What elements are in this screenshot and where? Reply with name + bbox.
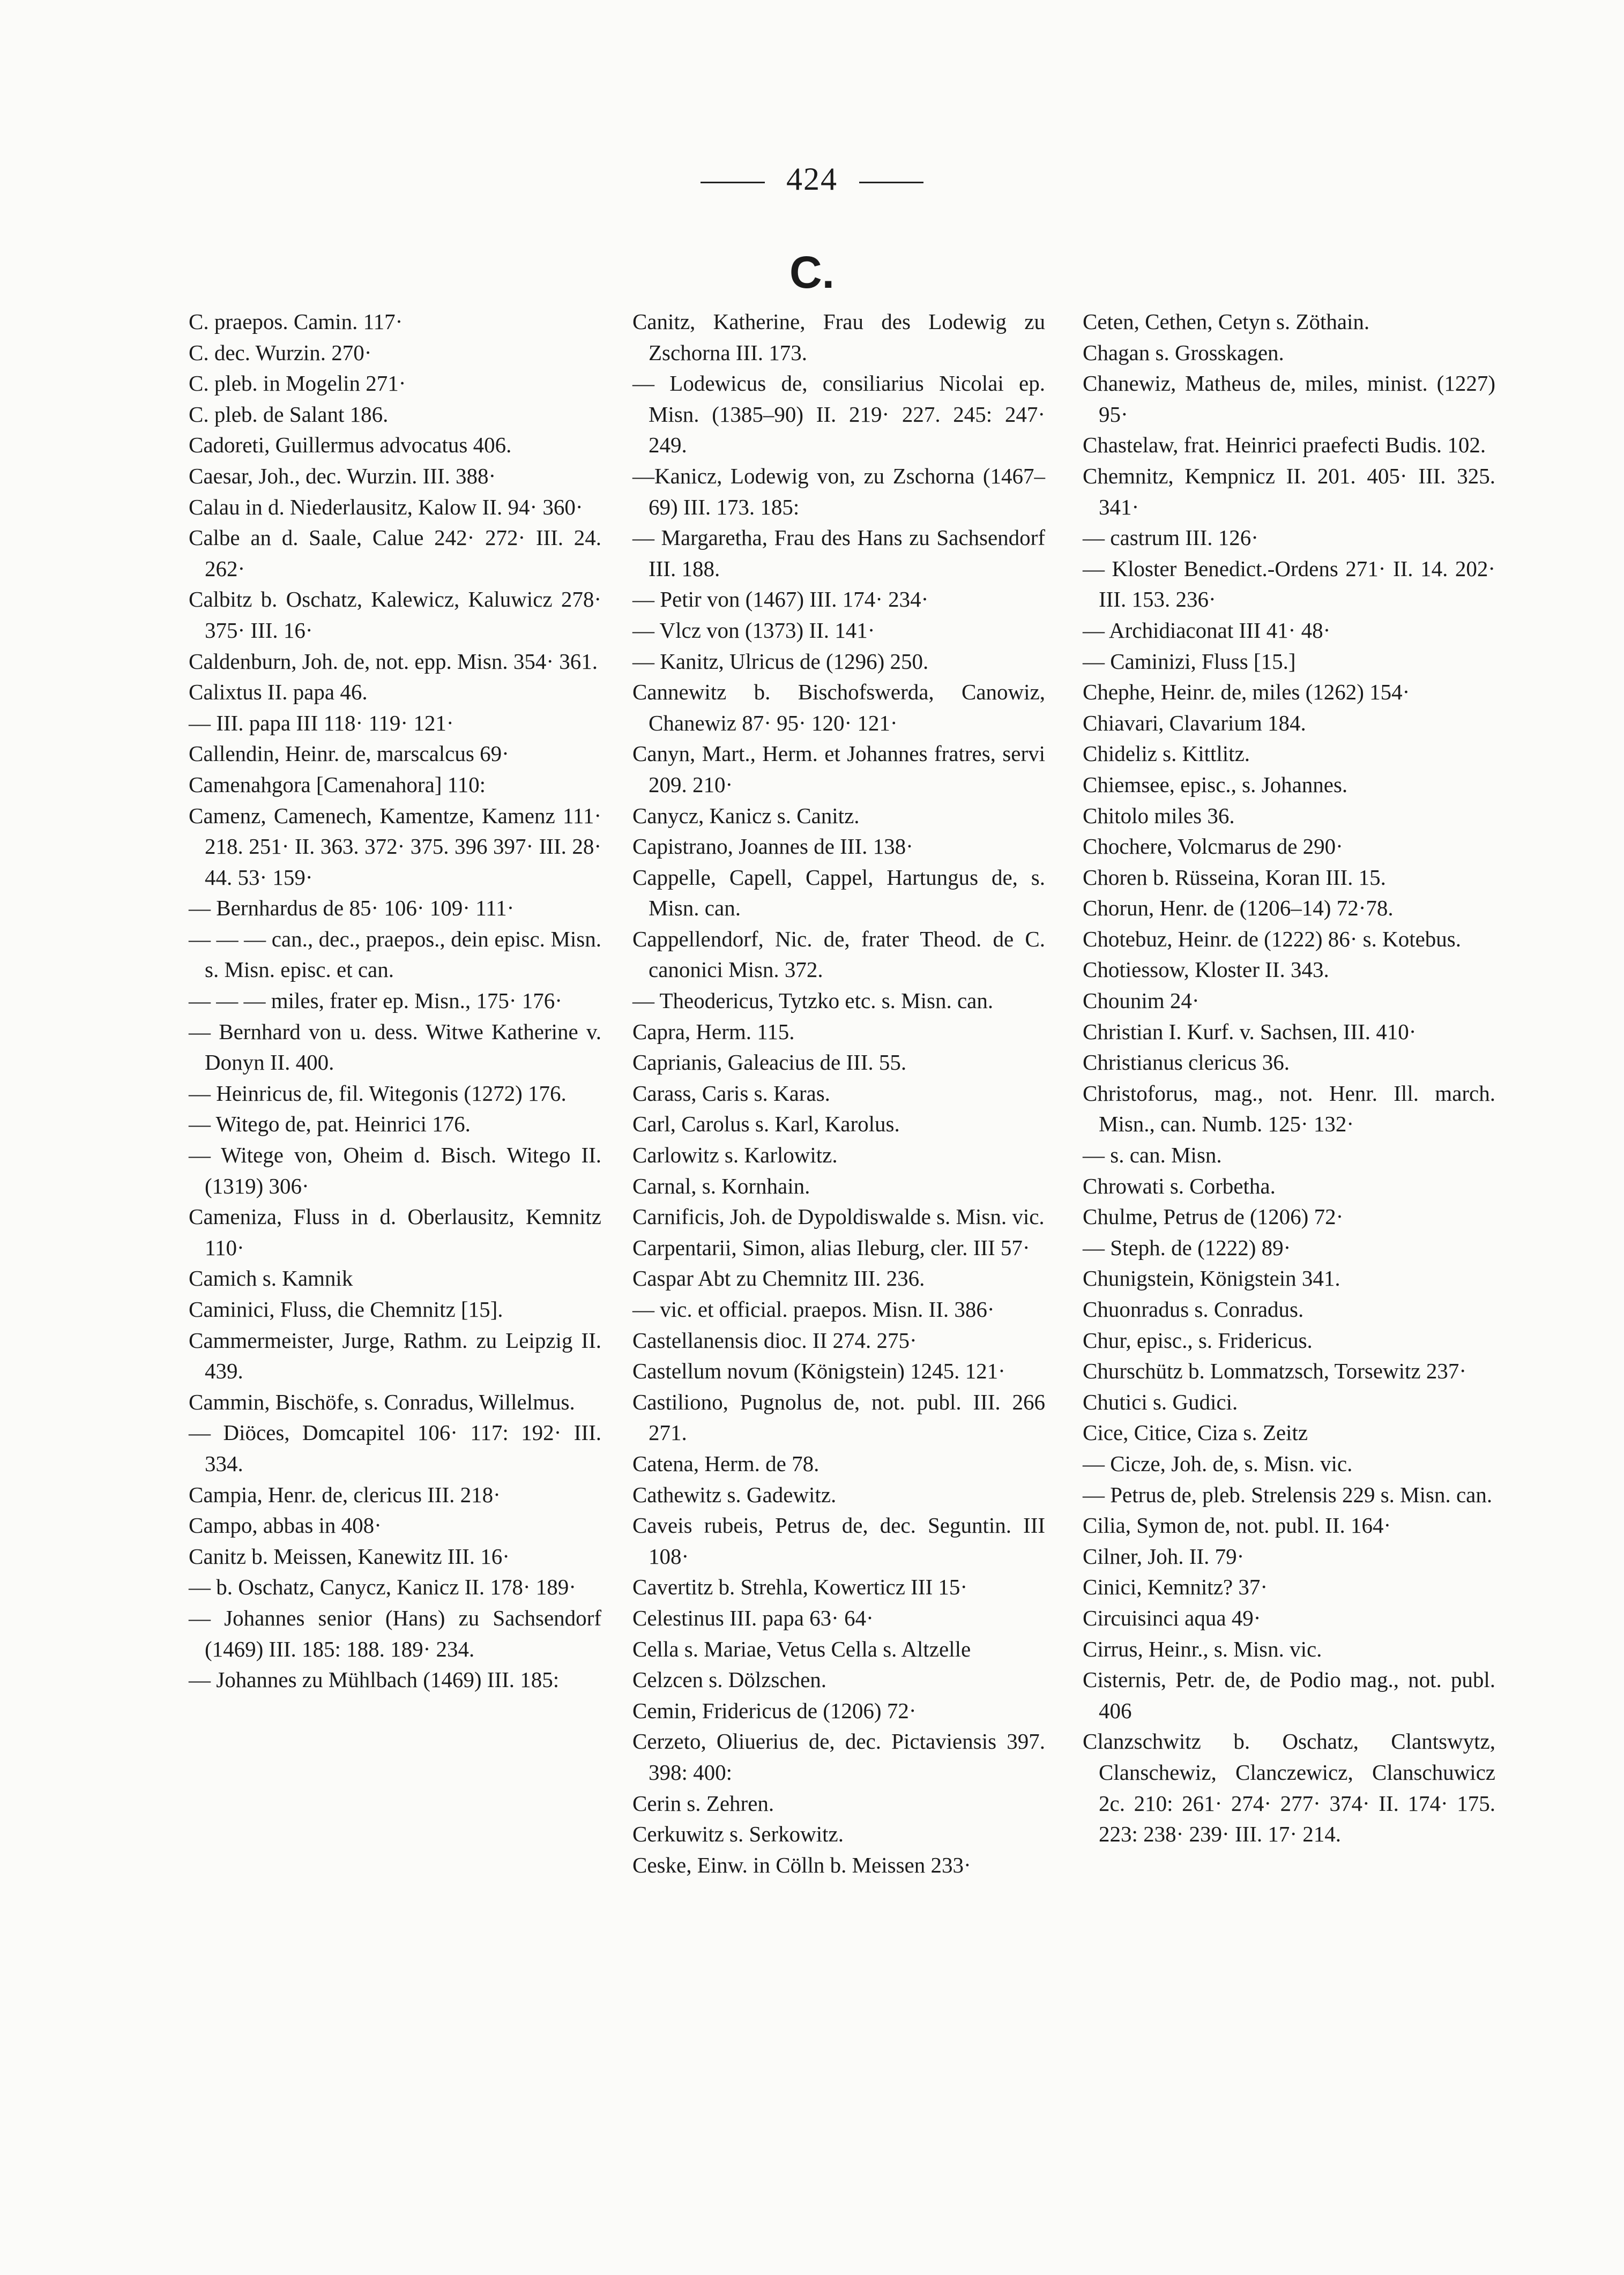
index-entry: — Kloster Benedict.-Ordens 271· II. 14. 202· III. 153. 236· <box>1083 556 1495 612</box>
index-entry: — b. Oschatz, Canycz, Kanicz II. 178· 189· <box>189 1575 576 1600</box>
index-entry: Chulme, Petrus de (1206) 72· <box>1083 1204 1344 1229</box>
index-entry: Chotebuz, Heinr. de (1222) 86· s. Kotebus. <box>1083 926 1461 951</box>
index-entry: Chunigstein, Königstein 341. <box>1083 1266 1340 1291</box>
page-header <box>0 161 1624 198</box>
index-entry: Christoforus, mag., not. Henr. Ill. march. Misn., can. Numb. 125· 132· <box>1083 1080 1495 1137</box>
index-entry: Calau in d. Niederlausitz, Kalow II. 94· 360· <box>189 494 583 519</box>
index-entry: Capra, Herm. 115. <box>632 1019 795 1044</box>
index-entry: — Bernhard von u. dess. Witwe Katherine v. Donyn II. 400. <box>189 1019 601 1075</box>
index-entry: Choren b. Rüsseina, Koran III. 15. <box>1083 864 1386 890</box>
index-entry: Canyn, Mart., Herm. et Johannes fratres, servi 209. 210· <box>632 741 1045 797</box>
index-entry: Cavertitz b. Strehla, Kowerticz III 15· <box>632 1575 968 1600</box>
index-entry: Capistrano, Joannes de III. 138· <box>632 834 913 859</box>
index-entry: Celestinus III. papa 63· 64· <box>632 1605 874 1630</box>
index-entry: Clanzschwitz b. Oschatz, Clantswytz, Clanschewiz, Clanczewicz, Clanschuwicz 2c. 210: 261· 274· 277· 374· II. 174· 175. 223: 238· 239· III. 17· 214. <box>1083 1729 1495 1847</box>
index-entry: Canycz, Kanicz s. Canitz. <box>632 803 860 828</box>
index-entry: Chemnitz, Kempnicz II. 201. 405· III. 325. 341· <box>1083 463 1495 519</box>
index-entry: Chounim 24· <box>1083 988 1200 1013</box>
index-entry: Chagan s. Grosskagen. <box>1083 340 1284 365</box>
index-entry: Catena, Herm. de 78. <box>632 1451 820 1476</box>
index-entry: Cadoreti, Guillermus advocatus 406. <box>189 432 512 458</box>
index-entry: —Kanicz, Lodewig von, zu Zschorna (1467–69) III. 173. 185: <box>632 463 1045 519</box>
index-entry: Carpentarii, Simon, alias Ileburg, cler. III 57· <box>632 1235 1030 1260</box>
index-entry: — Bernhardus de 85· 106· 109· 111· <box>189 896 515 921</box>
index-entry: C. praepos. Camin. 117· <box>189 309 403 334</box>
index-entry: Caminici, Fluss, die Chemnitz [15]. <box>189 1297 503 1322</box>
index-entry: Christian I. Kurf. v. Sachsen, III. 410· <box>1083 1019 1417 1044</box>
index-entry: Camenz, Camenech, Kamentze, Kamenz 111· 218. 251· II. 363. 372· 375. 396 397· III. 28· 44. 53· 159· <box>189 803 601 890</box>
index-entry: Caldenburn, Joh. de, not. epp. Misn. 354· 361. <box>189 648 598 674</box>
index-entry: Chideliz s. Kittlitz. <box>1083 741 1250 766</box>
index-entry: Cerzeto, Oliuerius de, dec. Pictaviensis 397. 398: 400: <box>632 1729 1045 1785</box>
index-entry: — Witego de, pat. Heinrici 176. <box>189 1112 471 1137</box>
index-entry: Christianus clericus 36. <box>1083 1050 1290 1075</box>
index-entry: Canitz, Katherine, Frau des Lodewig zu Zschorna III. 173. <box>632 309 1045 365</box>
index-entry: Cirrus, Heinr., s. Misn. vic. <box>1083 1636 1322 1661</box>
index-entry: C. pleb. in Mogelin 271· <box>189 371 406 396</box>
header-rule-right <box>859 182 923 183</box>
index-entry: — s. can. Misn. <box>1083 1143 1222 1168</box>
index-entry: Calbitz b. Oschatz, Kalewicz, Kaluwicz 278· 375· III. 16· <box>189 587 601 643</box>
index-entry: Chiavari, Clavarium 184. <box>1083 710 1306 735</box>
index-entry: Chorun, Henr. de (1206–14) 72·78. <box>1083 896 1394 921</box>
index-entry: Chitolo miles 36. <box>1083 803 1235 828</box>
index-entry: Callendin, Heinr. de, marscalcus 69· <box>189 741 509 766</box>
index-entry: Cathewitz s. Gadewitz. <box>632 1482 837 1507</box>
index-entry: — Archidiaconat III 41· 48· <box>1083 617 1331 643</box>
index-entry: Ceske, Einw. in Cölln b. Meissen 233· <box>632 1852 971 1877</box>
index-entry: Cerkuwitz s. Serkowitz. <box>632 1822 844 1847</box>
index-entry: Chotiessow, Kloster II. 343. <box>1083 957 1329 982</box>
index-entry: Cameniza, Fluss in d. Oberlausitz, Kemnitz 110· <box>189 1204 601 1260</box>
index-entry: Camich s. Kamnik <box>189 1266 353 1291</box>
index-entry: Castellum novum (Königstein) 1245. 121· <box>632 1359 1005 1384</box>
index-entry: Caesar, Joh., dec. Wurzin. III. 388· <box>189 463 496 488</box>
index-entry: Castellanensis dioc. II 274. 275· <box>632 1327 917 1353</box>
section-letter: C. <box>789 247 835 297</box>
index-entry: Cilner, Joh. II. 79· <box>1083 1543 1245 1569</box>
index-entry: Cerin s. Zehren. <box>632 1791 774 1816</box>
index-entry: — Petrus de, pleb. Strelensis 229 s. Misn. can. <box>1083 1482 1493 1507</box>
index-entry: C. dec. Wurzin. 270· <box>189 340 372 365</box>
index-entry: — Petir von (1467) III. 174· 234· <box>632 587 929 612</box>
index-entry: — vic. et official. praepos. Misn. II. 386· <box>632 1297 995 1322</box>
index-entry: Calixtus II. papa 46. <box>189 680 368 705</box>
index-entry: — Witege von, Oheim d. Bisch. Witego II. (1319) 306· <box>189 1143 601 1198</box>
index-entry: Campo, abbas in 408· <box>189 1513 382 1538</box>
page-number: 424 <box>786 161 838 197</box>
index-entry: Carl, Carolus s. Karl, Karolus. <box>632 1112 900 1137</box>
index-entry: Chochere, Volcmarus de 290· <box>1083 834 1343 859</box>
index-entry: Caspar Abt zu Chemnitz III. 236. <box>632 1266 925 1291</box>
index-entry: — Margaretha, Frau des Hans zu Sachsendorf III. 188. <box>632 525 1045 581</box>
index-entry: Caveis rubeis, Petrus de, dec. Seguntin. III 108· <box>632 1513 1045 1569</box>
index-entry: Cinici, Kemnitz? 37· <box>1083 1575 1268 1600</box>
index-entry: Cisternis, Petr. de, de Podio mag., not. publ. 406 <box>1083 1667 1495 1723</box>
index-entry: Churschütz b. Lommatzsch, Torsewitz 237· <box>1083 1359 1466 1384</box>
index-column-middle <box>632 307 1045 1881</box>
index-entry: Carnificis, Joh. de Dypoldiswalde s. Misn. vic. <box>632 1204 1045 1229</box>
index-entry: Carlowitz s. Karlowitz. <box>632 1143 838 1168</box>
index-entry: Carass, Caris s. Karas. <box>632 1080 830 1106</box>
index-entry: — — — miles, frater ep. Misn., 175· 176· <box>189 988 562 1013</box>
index-entry: Carnal, s. Kornhain. <box>632 1173 810 1198</box>
index-entry: Camenahgora [Camenahora] 110: <box>189 772 486 797</box>
index-column-right <box>1083 307 1495 1850</box>
index-entry: Celzcen s. Dölzschen. <box>632 1667 827 1692</box>
index-entry: Cilia, Symon de, not. publ. II. 164· <box>1083 1513 1391 1538</box>
index-entry: Caprianis, Galeacius de III. 55. <box>632 1050 907 1075</box>
index-entry: Cella s. Mariae, Vetus Cella s. Altzelle <box>632 1636 971 1661</box>
index-entry: — Diöces, Domcapitel 106· 117: 192· III. 334. <box>189 1420 601 1476</box>
index-entry: Chur, episc., s. Fridericus. <box>1083 1327 1313 1353</box>
index-entry: Cice, Citice, Ciza s. Zeitz <box>1083 1420 1308 1445</box>
index-entry: — Johannes senior (Hans) zu Sachsendorf (1469) III. 185: 188. 189· 234. <box>189 1605 601 1661</box>
index-entry: Cammermeister, Jurge, Rathm. zu Leipzig II. 439. <box>189 1327 601 1384</box>
index-entry: Cammin, Bischöfe, s. Conradus, Willelmus. <box>189 1389 575 1414</box>
index-entry: Chutici s. Gudici. <box>1083 1389 1238 1414</box>
index-entry: Cappelle, Capell, Cappel, Hartungus de, s. Misn. can. <box>632 864 1045 921</box>
index-entry: Castiliono, Pugnolus de, not. publ. III. 266 271. <box>632 1389 1045 1445</box>
index-entry: Chanewiz, Matheus de, miles, minist. (1227) 95· <box>1083 371 1495 427</box>
index-entry: — castrum III. 126· <box>1083 525 1258 550</box>
index-entry: Cemin, Fridericus de (1206) 72· <box>632 1698 917 1723</box>
index-entry: — Kanitz, Ulricus de (1296) 250. <box>632 648 929 674</box>
index-entry: Cannewitz b. Bischofswerda, Canowiz, Chanewiz 87· 95· 120· 121· <box>632 680 1045 735</box>
index-entry: Chuonradus s. Conradus. <box>1083 1297 1304 1322</box>
index-entry: — Johannes zu Mühlbach (1469) III. 185: <box>189 1667 560 1692</box>
index-entry: C. pleb. de Salant 186. <box>189 401 389 427</box>
index-entry: Circuisinci aqua 49· <box>1083 1605 1261 1630</box>
index-entry: — — — can., dec., praepos., dein episc. Misn. s. Misn. episc. et can. <box>189 926 601 982</box>
index-entry: — III. papa III 118· 119· 121· <box>189 710 454 735</box>
index-entry: Chrowati s. Corbetha. <box>1083 1173 1276 1198</box>
index-column-left <box>189 307 601 1696</box>
index-entry: Campia, Henr. de, clericus III. 218· <box>189 1482 501 1507</box>
index-entry: — Vlcz von (1373) II. 141· <box>632 617 875 643</box>
index-entry: Chephe, Heinr. de, miles (1262) 154· <box>1083 680 1410 705</box>
index-entry: — Heinricus de, fil. Witegonis (1272) 176. <box>189 1080 567 1106</box>
index-entry: Cappellendorf, Nic. de, frater Theod. de C. canonici Misn. 372. <box>632 926 1045 982</box>
index-entry: Ceten, Cethen, Cetyn s. Zöthain. <box>1083 309 1370 334</box>
index-entry: Chastelaw, frat. Heinrici praefecti Budis. 102. <box>1083 432 1486 458</box>
index-entry: — Steph. de (1222) 89· <box>1083 1235 1291 1260</box>
index-entry: Calbe an d. Saale, Calue 242· 272· III. 24. 262· <box>189 525 601 581</box>
index-entry: Canitz b. Meissen, Kanewitz III. 16· <box>189 1543 510 1569</box>
index-entry: — Caminizi, Fluss [15.] <box>1083 648 1296 674</box>
index-entry: Chiemsee, episc., s. Johannes. <box>1083 772 1348 797</box>
header-rule-left <box>701 182 765 183</box>
index-entry: — Lodewicus de, consiliarius Nicolai ep. Misn. (1385–90) II. 219· 227. 245: 247· 249. <box>632 371 1045 458</box>
index-entry: — Cicze, Joh. de, s. Misn. vic. <box>1083 1451 1353 1476</box>
index-entry: — Theodericus, Tytzko etc. s. Misn. can. <box>632 988 994 1013</box>
